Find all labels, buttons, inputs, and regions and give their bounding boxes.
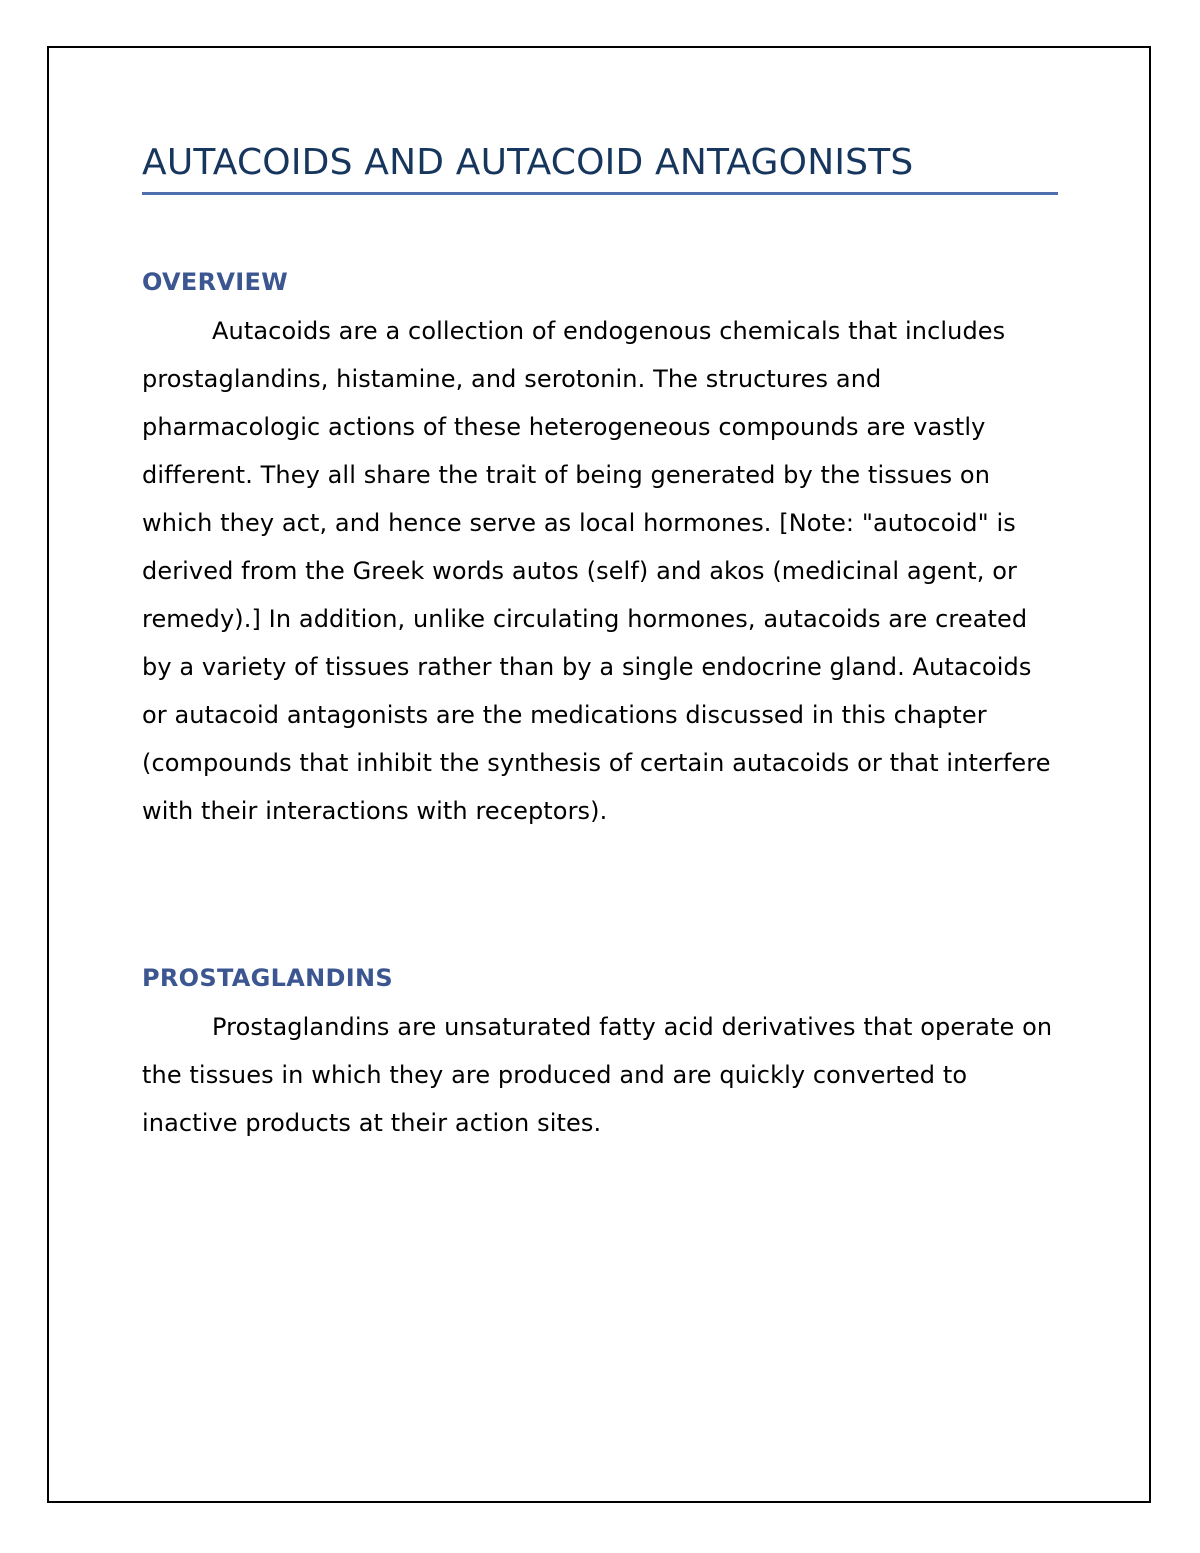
section-overview — [142, 265, 1060, 835]
section-body-prostaglandins: Prostaglandins are unsaturated fatty acid derivatives that operate on the tissues in which they are produced and are quickly converted to inactive products at their action sites. — [142, 1013, 1053, 1137]
section-body-overview: Autacoids are a collection of endogenous chemicals that includes prostaglandins, histamine, and serotonin. The structures and pharmacologic actions of these heterogeneous compounds are vastly different. They all share the trait of being generated by the tissues on which they act, and hence serve as local hormones. [Note: "autocoid" is derived from the Greek words autos (self) and akos (medicinal agent, or remedy).] In addition, unlike circulating hormones, autacoids are created by a variety of tissues rather than by a single endocrine gland. Autacoids or autacoid antagonists are the medications discussed in this chapter (compounds that inhibit the synthesis of certain autacoids or that interfere with their interactions with receptors). — [142, 317, 1051, 825]
section-heading-prostaglandins: PROSTAGLANDINS — [142, 964, 393, 992]
title-underline — [142, 192, 1058, 195]
document-title: AUTACOIDS AND AUTACOID ANTAGONISTS — [142, 142, 914, 183]
section-heading-overview: OVERVIEW — [142, 268, 288, 296]
section-prostaglandins — [142, 961, 1060, 1147]
document-content — [142, 138, 1060, 1147]
